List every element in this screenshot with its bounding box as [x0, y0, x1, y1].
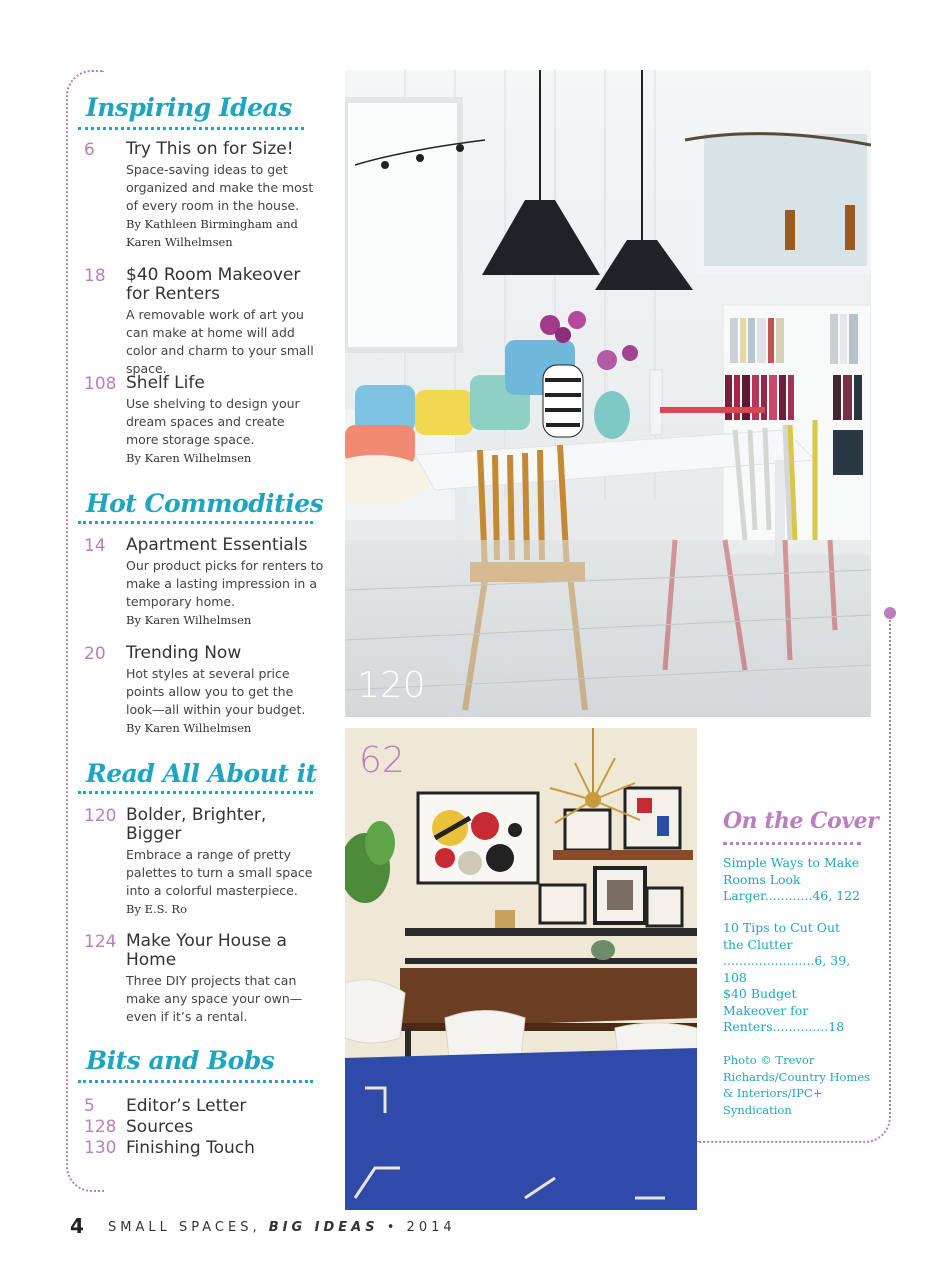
section-heading-inspiring: Inspiring Ideas — [86, 93, 292, 122]
publication-emphasis: BIG IDEAS — [268, 1220, 379, 1235]
entry-description: Use shelving to design your dream spaces and create more storage space. — [126, 396, 300, 447]
entry-title: Finishing Touch — [126, 1138, 255, 1158]
toc-entry[interactable] — [84, 374, 329, 467]
entry-byline: By Karen Wilhelmsen — [126, 613, 252, 627]
photo-page-number: 62 — [359, 740, 405, 781]
entry-description: A removable work of art you can make at home will add color and charm to your small space. — [126, 307, 314, 376]
photo-dining-nook[interactable] — [345, 70, 871, 717]
page-number: 4 — [70, 1214, 84, 1238]
entry-title: Shelf Life — [126, 373, 205, 393]
section-heading-read: Read All About it — [86, 759, 317, 788]
entry-title: Bolder, Brighter, Bigger — [126, 805, 267, 844]
cover-item[interactable]: $40 Budget Makeover for Renters..............18 — [723, 986, 845, 1034]
section-heading-hot: Hot Commodities — [86, 489, 324, 518]
publication-year: • 2014 — [386, 1220, 456, 1235]
toc-entry[interactable] — [84, 266, 329, 378]
entry-byline: By Kathleen Birmingham and Karen Wilhelmsen — [126, 217, 298, 249]
dining-room-illustration — [345, 728, 697, 1210]
section-rule — [78, 791, 313, 794]
cover-heading: On the Cover — [723, 808, 879, 834]
publication-name — [108, 1220, 456, 1235]
entry-title: Apartment Essentials — [126, 535, 308, 555]
entry-title: Trending Now — [126, 643, 242, 663]
cover-item[interactable]: Simple Ways to Make Rooms Look Larger............46, 122 — [723, 855, 861, 903]
entry-page-number: 5 — [84, 1096, 95, 1116]
section-heading-bits: Bits and Bobs — [86, 1046, 275, 1075]
entry-description: Hot styles at several price points allow you to get the look—all within your budget. — [126, 666, 306, 717]
photo-page-number: 120 — [357, 665, 426, 706]
toc-entry[interactable] — [84, 140, 329, 251]
toc-entry[interactable] — [84, 932, 329, 1026]
entry-byline: By Karen Wilhelmsen — [126, 721, 252, 735]
entry-byline: By Karen Wilhelmsen — [126, 451, 252, 465]
entry-page-number: 124 — [84, 932, 117, 952]
publication-prefix: SMALL SPACES, — [108, 1220, 261, 1235]
entry-title: Make Your House a Home — [126, 931, 287, 970]
photo-dining-room[interactable] — [345, 728, 697, 1210]
toc-entry[interactable] — [84, 536, 329, 629]
section-rule — [78, 521, 313, 524]
cover-item[interactable]: 10 Tips to Cut Out the Clutter .......................6, 39, 108 — [723, 920, 851, 985]
frame-dot-icon — [884, 607, 896, 619]
entry-title: Editor’s Letter — [126, 1096, 247, 1116]
toc-entry[interactable] — [84, 1096, 255, 1117]
entry-description: Space-saving ideas to get organized and make the most of every room in the house. — [126, 162, 314, 213]
toc-entry[interactable] — [84, 1138, 255, 1159]
bits-list — [84, 1096, 255, 1159]
entry-page-number: 108 — [84, 374, 117, 394]
entry-page-number: 18 — [84, 266, 106, 286]
entry-page-number: 120 — [84, 806, 117, 826]
entry-description: Embrace a range of pretty palettes to turn a small space into a colorful masterpiece. — [126, 847, 313, 898]
entry-title: $40 Room Makeover for Renters — [126, 265, 301, 304]
cover-rule — [723, 842, 861, 845]
entry-description: Three DIY projects that can make any space your own—even if it’s a rental. — [126, 973, 303, 1024]
entry-title: Try This on for Size! — [126, 139, 294, 159]
entry-page-number: 14 — [84, 536, 106, 556]
entry-byline: By E.S. Ro — [126, 902, 188, 916]
entry-page-number: 6 — [84, 140, 95, 160]
entry-page-number: 20 — [84, 644, 106, 664]
section-rule — [78, 1080, 313, 1083]
toc-entry[interactable] — [84, 806, 329, 918]
entry-page-number: 128 — [84, 1117, 117, 1137]
toc-entry[interactable] — [84, 644, 329, 737]
section-rule — [78, 127, 304, 130]
entry-page-number: 130 — [84, 1138, 117, 1158]
page-footer — [70, 1214, 456, 1238]
entry-title: Sources — [126, 1117, 194, 1137]
dining-nook-illustration — [345, 70, 871, 717]
entry-description: Our product picks for renters to make a lasting impression in a temporary home. — [126, 558, 324, 609]
toc-entry[interactable] — [84, 1117, 255, 1138]
photo-credit: Photo © Trevor Richards/Country Homes & Interiors/IPC+ Syndication — [723, 1053, 871, 1117]
